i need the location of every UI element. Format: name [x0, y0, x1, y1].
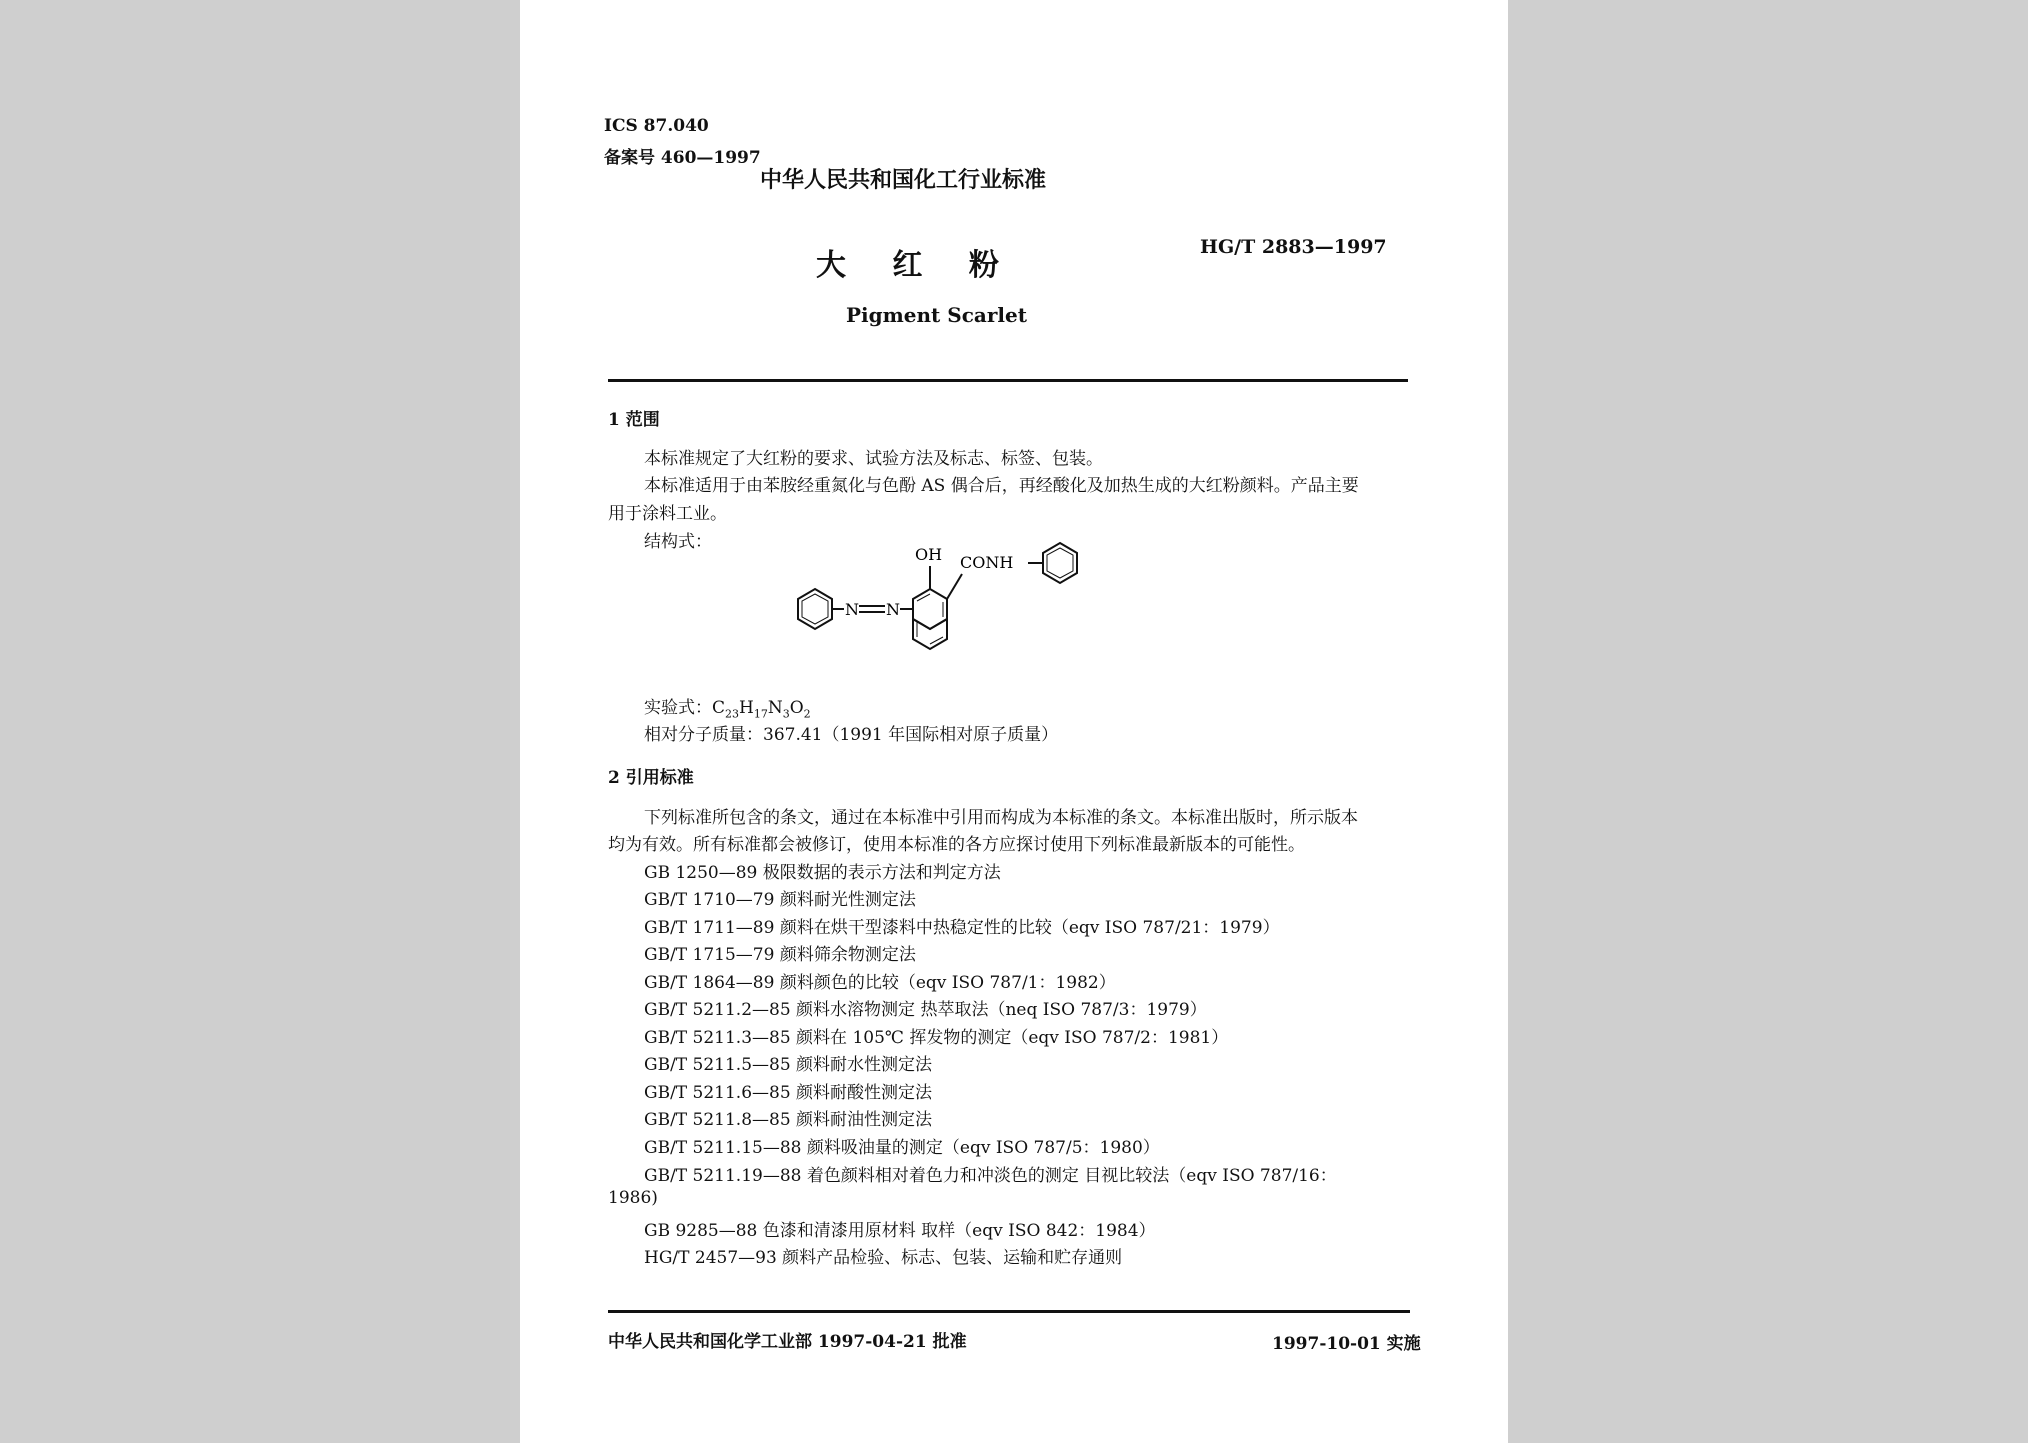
document-page: [520, 0, 1508, 1443]
ref-item: GB/T 5211.15—88 颜料吸油量的测定（eqv ISO 787/5：1980）: [644, 1138, 1160, 1158]
document-title-cn: 大 红 粉: [816, 248, 1017, 283]
ref-item: GB/T 5211.19—88 着色颜料相对着色力和冲淡色的测定 目视比较法（eqv ISO 787/16：: [644, 1166, 1337, 1186]
ref-item: HG/T 2457—93 颜料产品检验、标志、包装、运输和贮存通则: [644, 1248, 1123, 1268]
ref-item-wrap: 1986): [608, 1188, 658, 1208]
approval-note: 中华人民共和国化学工业部 1997-04-21 批准: [608, 1332, 967, 1352]
ref-item: GB/T 1710—79 颜料耐光性测定法: [644, 890, 916, 910]
empirical-formula: 实验式：$C_{23}H_{17}N_3O_2$: [644, 698, 811, 721]
section-2-heading: 2 引用标准: [608, 768, 694, 788]
ref-item: GB 1250—89 极限数据的表示方法和判定方法: [644, 863, 1001, 883]
document-title-en: Pigment Scarlet: [846, 303, 1027, 327]
section-1-paragraph-1: 本标准规定了大红粉的要求、试验方法及标志、标签、包装。: [644, 449, 1103, 469]
record-number: 备案号 460—1997: [604, 148, 761, 168]
ics-code: ICS 87.040: [604, 116, 709, 136]
effective-date: 1997-10-01 实施: [1272, 1334, 1421, 1354]
ref-item: GB/T 5211.6—85 颜料耐酸性测定法: [644, 1083, 933, 1103]
azo-nitrogen-2: N: [886, 600, 900, 619]
ref-item: GB/T 1864—89 颜料颜色的比较（eqv ISO 787/1：1982）: [644, 973, 1116, 993]
standard-code: HG/T 2883—1997: [1200, 236, 1387, 258]
section-2-intro-1: 下列标准所包含的条文，通过在本标准中引用而构成为本标准的条文。本标准出版时，所示版本: [644, 808, 1358, 828]
ref-item: GB/T 5211.8—85 颜料耐油性测定法: [644, 1110, 933, 1130]
ref-item: GB/T 5211.3—85 颜料在 105℃ 挥发物的测定（eqv ISO 787/2：1981）: [644, 1028, 1229, 1048]
ref-item: GB/T 5211.2—85 颜料水溶物测定 热萃取法（neq ISO 787/3：1979）: [644, 1000, 1207, 1020]
ref-item: GB/T 5211.5—85 颜料耐水性测定法: [644, 1055, 933, 1075]
molecular-mass: 相对分子质量：367.41（1991 年国际相对原子质量）: [644, 725, 1059, 745]
hydroxyl-label: OH: [915, 545, 943, 564]
ref-item: GB 9285—88 色漆和清漆用原材料 取样（eqv ISO 842：1984）: [644, 1221, 1156, 1241]
section-1-paragraph-2b: 用于涂料工业。: [608, 504, 727, 524]
footer-divider: [608, 1310, 1410, 1313]
section-2-intro-2: 均为有效。所有标准都会被修订，使用本标准的各方应探讨使用下列标准最新版本的可能性。: [608, 835, 1305, 855]
azo-nitrogen-1: N: [845, 600, 859, 619]
header-divider: [608, 379, 1408, 382]
section-1-paragraph-2a: 本标准适用于由苯胺经重氮化与色酚 AS 偶合后，再经酸化及加热生成的大红粉颜料。产品主要: [644, 476, 1359, 496]
ref-item: GB/T 1715—79 颜料筛余物测定法: [644, 945, 916, 965]
ref-item: GB/T 1711—89 颜料在烘干型漆料中热稳定性的比较（eqv ISO 787/21：1979）: [644, 918, 1280, 938]
structural-formula: [770, 540, 1140, 690]
standard-org-title: 中华人民共和国化工行业标准: [760, 167, 1047, 193]
structure-label: 结构式：: [644, 532, 712, 552]
amide-label: CONH: [960, 553, 1014, 572]
section-1-heading: 1 范围: [608, 410, 660, 430]
